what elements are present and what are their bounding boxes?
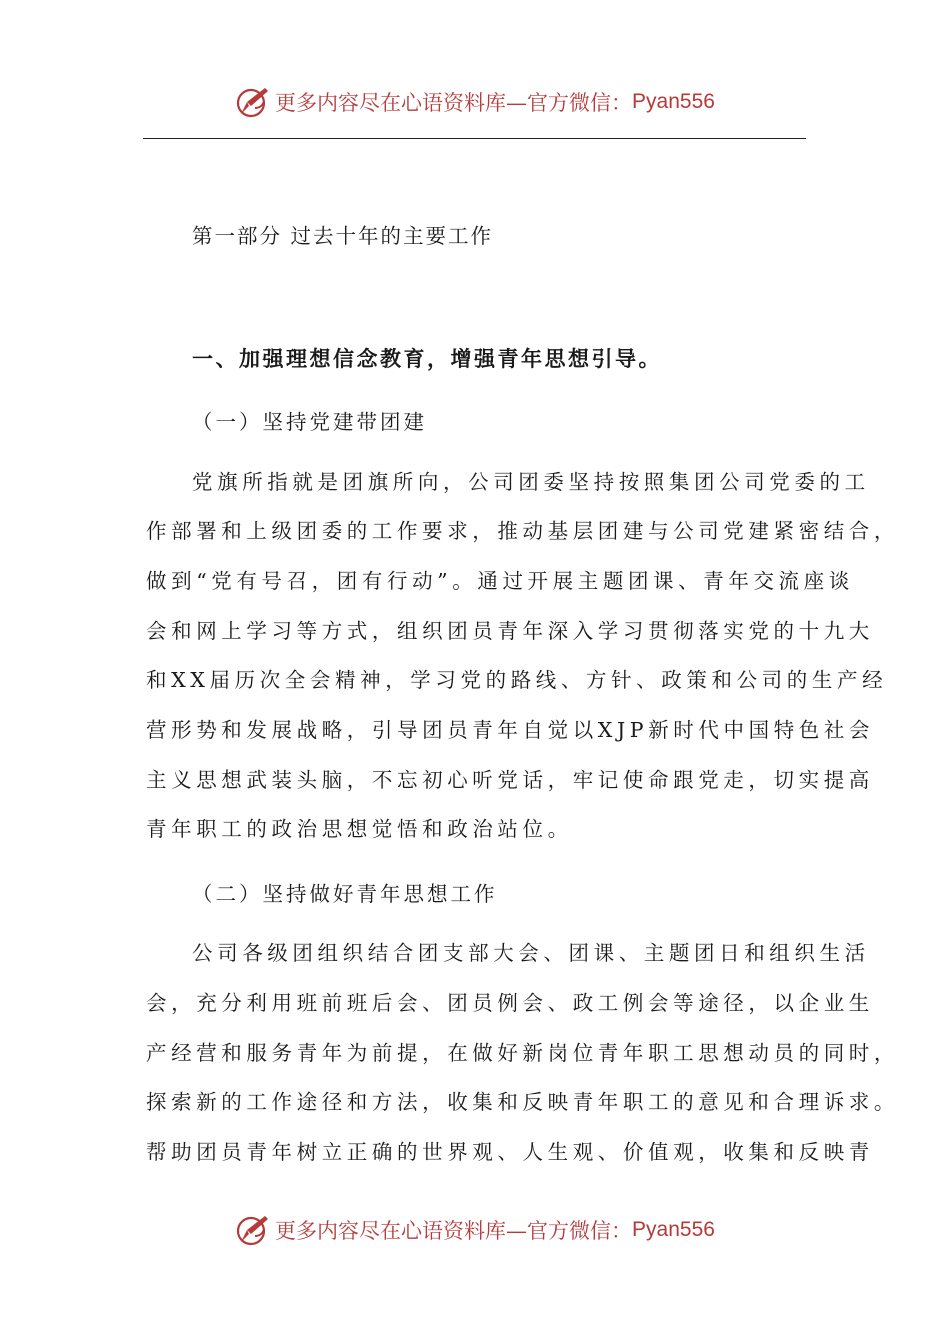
- paragraph-line: 和XX届历次全会精神，学习党的路线、方针、政策和公司的生产经: [146, 668, 888, 692]
- paragraph-line: 营形势和发展战略，引导团员青年自觉以XJP新时代中国特色社会: [146, 718, 875, 742]
- paragraph-line: 会和网上学习等方式，组织团员青年深入学习贯彻落实党的十九大: [146, 619, 874, 643]
- paragraph-line: 探索新的工作途径和方法，收集和反映青年职工的意见和合理诉求。: [146, 1090, 899, 1114]
- paragraph-line: 产经营和服务青年为前提，在做好新岗位青年职工思想动员的同时，: [146, 1041, 899, 1065]
- footer-banner: [0, 1210, 950, 1250]
- paragraph-line: 作部署和上级团委的工作要求，推动基层团建与公司党建紧密结合，: [146, 519, 899, 543]
- banner-wechat-id: Pyan556: [632, 1218, 715, 1241]
- subheading-1: （一）坚持党建带团建: [192, 410, 427, 434]
- banner-text: 更多内容尽在心语资料库—官方微信：: [275, 91, 633, 115]
- paragraph-line: 党旗所指就是团旗所向，公司团委坚持按照集团公司党委的工: [192, 470, 870, 494]
- paragraph-line: 做到“党有号召，团有行动”。通过开展主题团课、青年交流座谈: [146, 569, 854, 593]
- subheading-2: （二）坚持做好青年思想工作: [192, 882, 498, 906]
- paragraph-line: 主义思想武装头脑，不忘初心听党话，牢记使命跟党走，切实提高: [146, 768, 874, 792]
- paragraph-line: 青年职工的政治思想觉悟和政治站位。: [146, 817, 573, 841]
- paragraph-line: 公司各级团组织结合团支部大会、团课、主题团日和组织生活: [192, 941, 870, 965]
- paragraph-line: 帮助团员青年树立正确的世界观、人生观、价值观，收集和反映青: [146, 1140, 874, 1164]
- header-banner: [0, 82, 950, 122]
- section-title: 第一部分 过去十年的主要工作: [192, 224, 494, 248]
- pen-logo-icon: [235, 1212, 271, 1248]
- header-divider: [143, 138, 806, 139]
- banner-text: 更多内容尽在心语资料库—官方微信：: [275, 1219, 633, 1243]
- pen-logo-icon: [235, 84, 271, 120]
- heading-level-1: 一、加强理想信念教育，增强青年思想引导。: [192, 347, 662, 371]
- banner-wechat-id: Pyan556: [632, 90, 715, 113]
- paragraph-line: 会，充分利用班前班后会、团员例会、政工例会等途径，以企业生: [146, 991, 874, 1015]
